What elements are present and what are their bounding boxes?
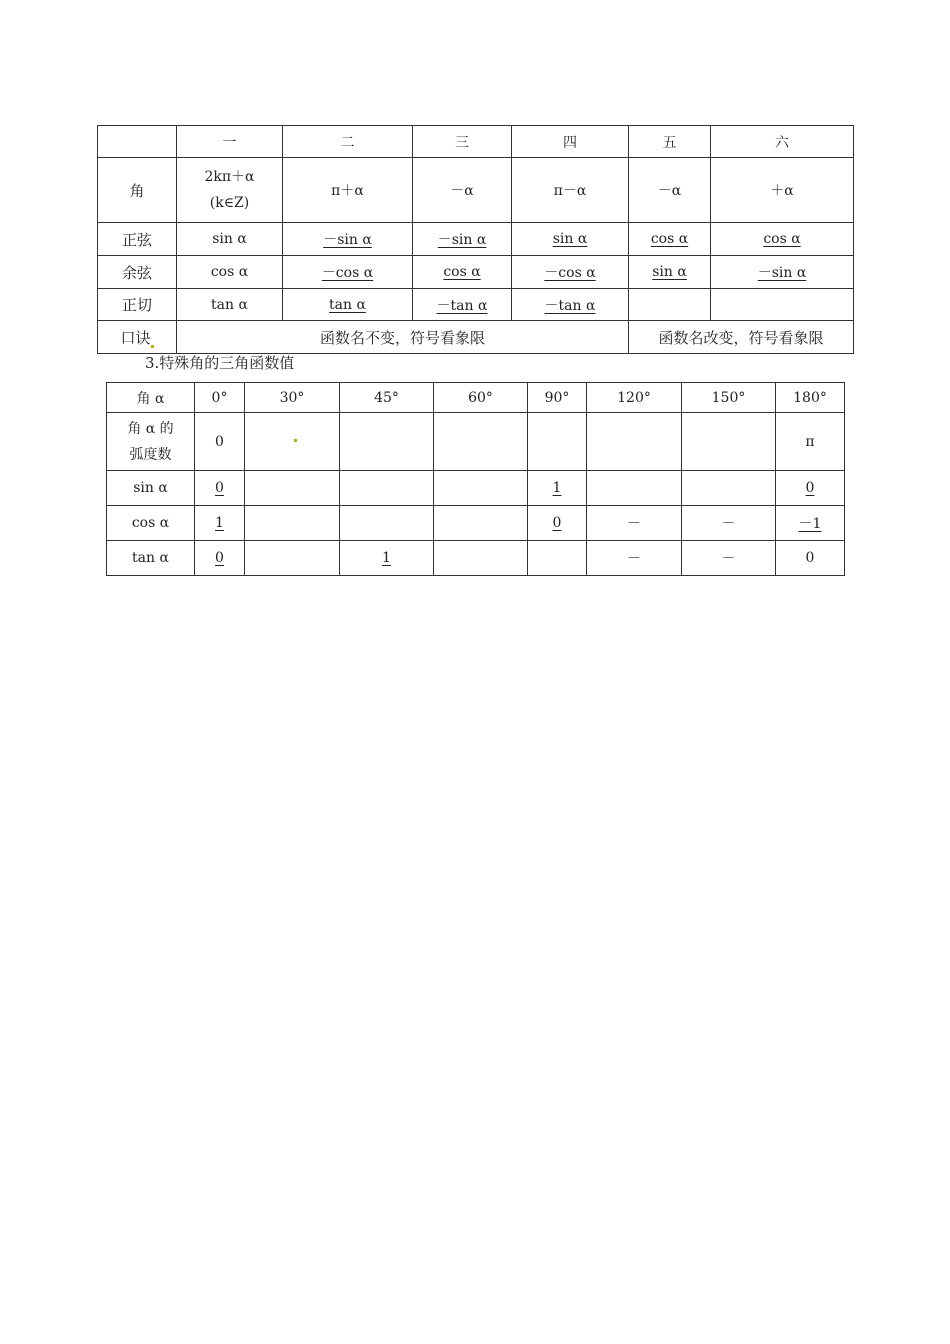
section-heading: 3.特殊角的三角函数值	[145, 354, 295, 372]
value-cell: －sin α	[711, 256, 854, 289]
row-label: 余弦	[98, 256, 177, 289]
row-label: tan α	[107, 541, 195, 576]
value-cell	[434, 413, 528, 471]
value-cell	[434, 506, 528, 541]
value-cell: －	[587, 541, 682, 576]
header-cell: 一	[177, 126, 283, 158]
value-cell: 0	[195, 413, 245, 471]
angle-cell: －α	[413, 158, 512, 223]
value-cell: cos α	[413, 256, 512, 289]
angle-line: 2kπ＋α	[204, 169, 255, 185]
table-row	[98, 256, 854, 289]
value-cell: 1	[528, 471, 587, 506]
header-cell: 180°	[776, 383, 845, 413]
special-angle-table	[106, 382, 845, 576]
header-cell: 五	[629, 126, 711, 158]
value-cell	[587, 413, 682, 471]
value-cell: 0	[776, 471, 845, 506]
radian-label-line: 角 α 的	[127, 420, 174, 437]
header-cell: 60°	[434, 383, 528, 413]
header-cell: 二	[283, 126, 413, 158]
value-cell: －sin α	[283, 223, 413, 256]
table-row	[98, 321, 854, 354]
value-cell: －sin α	[413, 223, 512, 256]
value-cell: －	[682, 506, 776, 541]
value-cell: 1	[195, 506, 245, 541]
value-cell	[434, 471, 528, 506]
stray-mark	[294, 439, 297, 442]
value-cell: cos α	[711, 223, 854, 256]
value-cell: －tan α	[413, 289, 512, 321]
value-cell	[528, 413, 587, 471]
induction-formula-table	[97, 125, 854, 354]
header-cell: 三	[413, 126, 512, 158]
angle-cell	[177, 158, 283, 223]
table-row	[98, 289, 854, 321]
value-cell: －cos α	[283, 256, 413, 289]
row-label: 角	[98, 158, 177, 223]
header-cell: 90°	[528, 383, 587, 413]
value-cell: －tan α	[512, 289, 629, 321]
value-cell: －cos α	[512, 256, 629, 289]
angle-cell: π－α	[512, 158, 629, 223]
row-label	[107, 413, 195, 471]
table-row	[107, 506, 845, 541]
header-cell: 四	[512, 126, 629, 158]
value-cell	[682, 413, 776, 471]
value-cell: sin α	[512, 223, 629, 256]
table-row	[98, 223, 854, 256]
value-cell	[711, 289, 854, 321]
value-cell	[629, 289, 711, 321]
table-row	[98, 126, 854, 158]
header-cell: 角 α	[107, 383, 195, 413]
value-cell	[245, 541, 340, 576]
value-cell	[434, 541, 528, 576]
value-cell: －	[682, 541, 776, 576]
value-cell	[587, 471, 682, 506]
row-label	[98, 321, 177, 354]
row-label: cos α	[107, 506, 195, 541]
value-cell: π	[776, 413, 845, 471]
value-cell	[340, 506, 434, 541]
value-cell: tan α	[283, 289, 413, 321]
value-cell	[245, 506, 340, 541]
angle-cell: －α	[629, 158, 711, 223]
header-cell: 120°	[587, 383, 682, 413]
table-row	[98, 158, 854, 223]
header-cell: 45°	[340, 383, 434, 413]
header-cell: 30°	[245, 383, 340, 413]
stray-mark	[151, 345, 154, 348]
table-row	[107, 541, 845, 576]
header-cell	[98, 126, 177, 158]
angle-cell: π＋α	[283, 158, 413, 223]
value-cell: 0	[195, 471, 245, 506]
value-cell: tan α	[177, 289, 283, 321]
header-cell: 0°	[195, 383, 245, 413]
radian-label-line: 弧度数	[129, 446, 172, 463]
value-cell: sin α	[629, 256, 711, 289]
mnemonic-label: 口诀	[120, 328, 151, 347]
table-row	[107, 471, 845, 506]
table-row	[107, 413, 845, 471]
value-cell: 0	[776, 541, 845, 576]
angle-cell: ＋α	[711, 158, 854, 223]
value-cell: －	[587, 506, 682, 541]
row-label: 正弦	[98, 223, 177, 256]
value-cell	[682, 471, 776, 506]
header-cell: 150°	[682, 383, 776, 413]
value-cell: －1	[776, 506, 845, 541]
row-label: sin α	[107, 471, 195, 506]
value-cell: 0	[528, 506, 587, 541]
value-cell	[340, 471, 434, 506]
table-row	[107, 383, 845, 413]
value-cell	[245, 413, 340, 471]
mnemonic-left: 函数名不变，符号看象限	[177, 321, 629, 354]
value-cell: sin α	[177, 223, 283, 256]
value-cell: 1	[340, 541, 434, 576]
mnemonic-right: 函数名改变，符号看象限	[629, 321, 854, 354]
value-cell: 0	[195, 541, 245, 576]
header-cell: 六	[711, 126, 854, 158]
row-label: 正切	[98, 289, 177, 321]
value-cell	[340, 413, 434, 471]
angle-line: (k∈Z)	[209, 195, 250, 211]
value-cell: cos α	[177, 256, 283, 289]
value-cell: cos α	[629, 223, 711, 256]
value-cell	[245, 471, 340, 506]
value-cell	[528, 541, 587, 576]
